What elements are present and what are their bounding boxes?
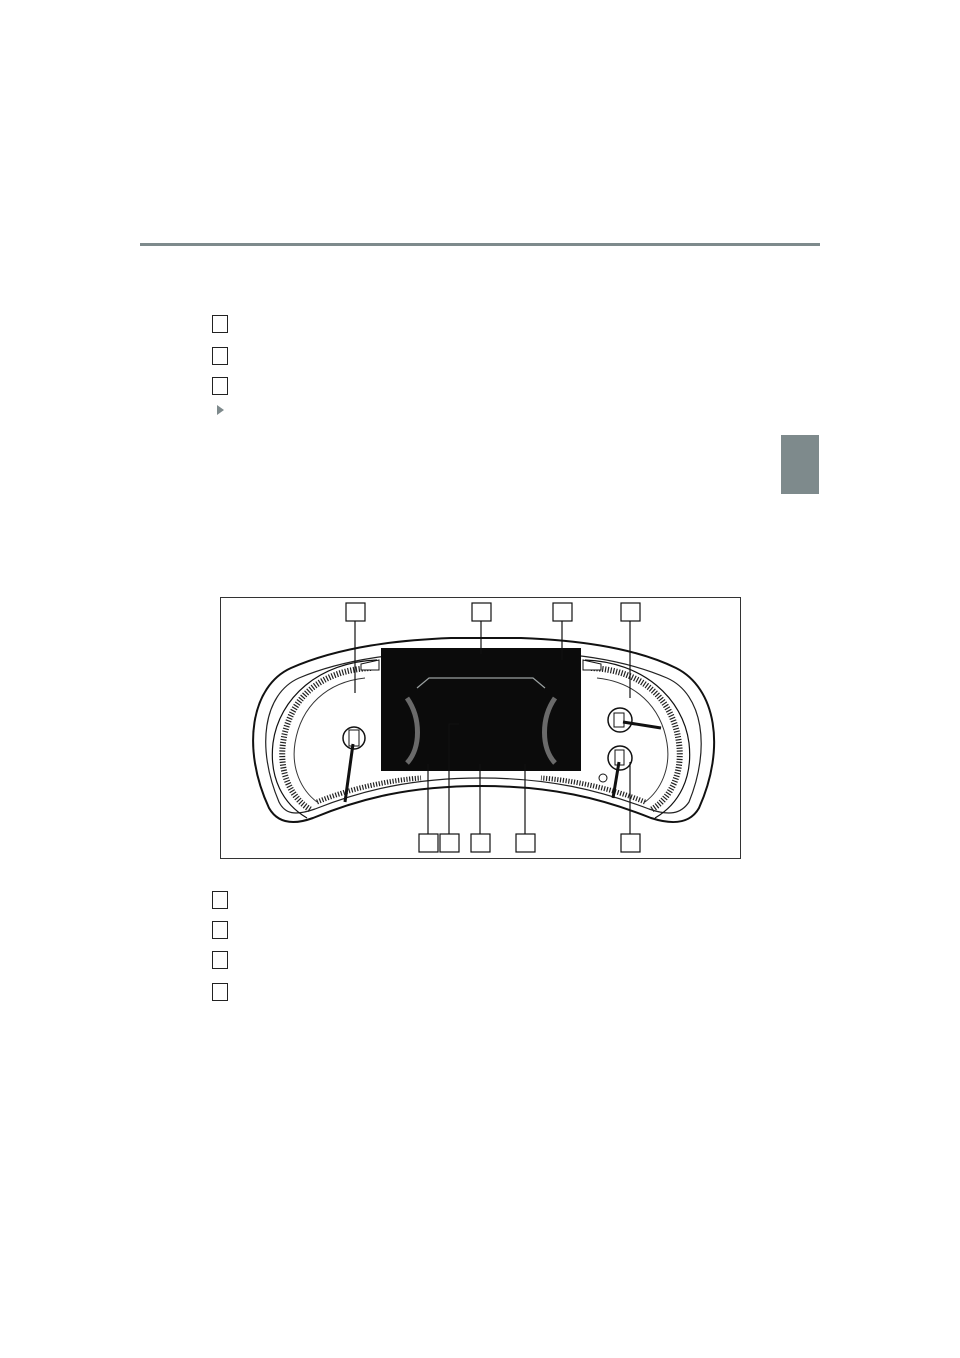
trip-paragraph (211, 254, 751, 272)
triangle-bullet-icon (217, 405, 224, 415)
item-c (211, 951, 751, 969)
chapter-tab[interactable] (781, 435, 819, 494)
content-bottom (211, 887, 751, 1009)
callout-h (440, 834, 459, 852)
item-a (211, 891, 751, 909)
callout-a (346, 603, 365, 621)
callout-e (621, 834, 640, 852)
content-top (211, 254, 751, 425)
multi-information-display (221, 598, 581, 771)
instrument-cluster-figure (220, 597, 741, 859)
item-letter (212, 921, 228, 939)
item-letter (212, 891, 228, 909)
item-letter (212, 315, 228, 333)
item-letter (212, 951, 228, 969)
sub-heading (217, 405, 751, 415)
item-g (211, 315, 751, 333)
chapter-label (788, 506, 812, 768)
callout-f (516, 834, 535, 852)
callout-g (471, 834, 490, 852)
item-b (211, 921, 751, 939)
callout-c (553, 603, 572, 621)
item-letter (212, 377, 228, 395)
header-divider (140, 243, 820, 246)
callout-d (621, 603, 640, 621)
item-d (211, 983, 751, 1001)
item-letter (212, 347, 228, 365)
item-h (211, 347, 751, 365)
item-i (211, 377, 751, 395)
callout-b (472, 603, 491, 621)
light-paragraph (211, 281, 751, 299)
callout-i (419, 834, 438, 852)
item-letter (212, 983, 228, 1001)
